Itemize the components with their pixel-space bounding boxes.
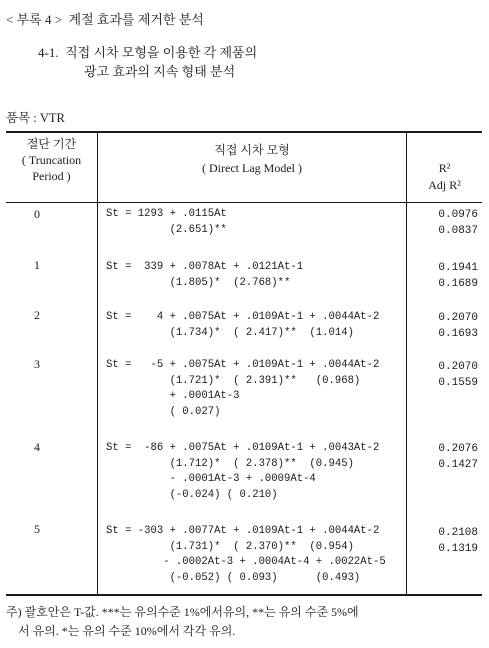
r2-cell: 0.0976 0.0837 (438, 209, 478, 237)
r2-cell: 0.2108 0.1319 (438, 527, 478, 555)
equation-cell: St = 1293 + .0115At (2.651)** (106, 208, 227, 236)
r2-cell: 0.2070 0.1693 (438, 312, 478, 340)
r2-header: R² Adj R² (428, 161, 461, 192)
period-cell: 4 (34, 440, 40, 454)
period-cell: 5 (34, 522, 40, 536)
equation-cell: St = 339 + .0078At + .0121At-1 (1.805)* (2.768)** (106, 261, 304, 289)
r2-cell: 0.1941 0.1689 (438, 262, 478, 290)
r2-cell: 0.2076 0.1427 (438, 443, 478, 471)
table-header-rule (6, 202, 482, 203)
period-cell: 0 (34, 207, 40, 221)
table-divider-1 (97, 131, 98, 596)
equation-cell: St = -86 + .0075At + .0109At-1 + .0043At-2 (1.712)* ( 2.378)** (0.945) - .0001At-3 + .0009At-4 (-0.024) ( 0.210) (106, 442, 380, 501)
equation-cell: St = 4 + .0075At + .0109At-1 + .0044At-2 (1.734)* ( 2.417)** (1.014) (106, 311, 380, 339)
direct-lag-model-header: 직접 시차 모형 ( Direct Lag Model ) (202, 143, 302, 175)
equation-cell: St = -5 + .0075At + .0109At-1 + .0044At-2 (1.721)* ( 2.391)** (0.968) + .0001At-3 ( 0.027) (106, 359, 380, 418)
table-bottom-rule (6, 594, 482, 596)
section-heading-line2: 광고 효과의 지속 형태 분석 (84, 64, 236, 79)
r2-cell: 0.2070 0.1559 (438, 361, 478, 389)
product-label: 품목 : VTR (6, 111, 65, 125)
table-top-rule (6, 131, 482, 133)
section-heading-line1: 4-1. 직접 시차 모형을 이용한 각 제품의 (38, 45, 258, 60)
table-divider-2 (406, 131, 407, 596)
truncation-period-header: 절단 기간 ( Truncation Period ) (21, 137, 82, 183)
period-cell: 1 (34, 258, 40, 272)
footnote: 주) 괄호안은 T-값. ***는 유의수준 1%에서유의, **는 유의 수준 5%에 서 유의. *는 유의 수준 10%에서 각각 유의. (6, 605, 359, 638)
equation-cell: St = -303 + .0077At + .0109At-1 + .0044At-2 (1.731)* ( 2.370)** (0.954) - .0002At-3 + .0004At-4 + .0022At-5 (-0.052) ( 0.093) (0.493) (106, 525, 386, 584)
period-cell: 2 (34, 308, 40, 322)
period-cell: 3 (34, 357, 40, 371)
appendix-heading: < 부록 4 > 계절 효과를 제거한 분석 (6, 12, 204, 27)
